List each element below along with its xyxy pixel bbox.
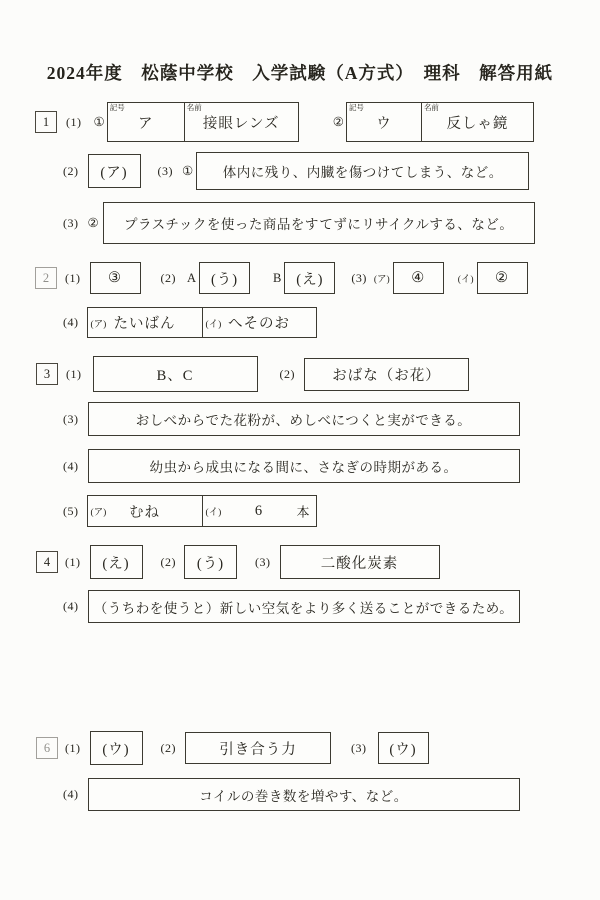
s6-q2-answer: 引き合う力	[219, 741, 297, 758]
s6-q1-label: (1)	[65, 740, 81, 755]
s4-q3-answer: 二酸化炭素	[320, 555, 399, 572]
section1-row3	[0, 202, 535, 244]
s6-q1-answer: (ウ)	[102, 741, 130, 758]
s2-q3-sub-b: (イ)	[457, 275, 474, 285]
s4-q2-label: (2)	[160, 554, 176, 569]
s3-q5-sub-b: (イ)	[205, 508, 222, 518]
s2-q4-answer-box	[87, 307, 317, 338]
section3-row3	[0, 449, 520, 483]
s1-q2-answer: (ア)	[100, 164, 128, 181]
s1-q1-2-symbol-cell	[347, 103, 421, 141]
s2-q4-b-cell	[202, 308, 316, 337]
s4-q3-label: (3)	[255, 554, 271, 569]
s1-q1-2-answer-box	[346, 102, 534, 142]
s1-q1-1-name-cell	[184, 103, 298, 141]
s3-q5-a-answer: むね	[129, 504, 160, 521]
section2-row1	[0, 261, 528, 295]
s1-q1-sub2: ②	[332, 115, 344, 129]
s3-q2-answer: おばな（お花）	[332, 367, 441, 384]
s2-q4-label: (4)	[63, 315, 79, 329]
s4-q2-answer: (う)	[196, 555, 225, 572]
s2-q2-sub-a: A	[187, 270, 197, 285]
s2-q4-a-cell	[88, 308, 202, 337]
s4-q1-label: (1)	[65, 554, 81, 569]
s1-q3a-label: (3)	[157, 163, 173, 178]
section2-row2	[0, 307, 317, 338]
s4-q2-answer-box	[184, 545, 237, 579]
s4-q4-label: (4)	[63, 599, 79, 613]
s1-q1-1-symbol-value: ア	[137, 115, 154, 132]
s3-q1-answer: B、C	[156, 367, 194, 384]
s6-q4-answer: コイルの巻き数を増やす、など。	[199, 788, 408, 804]
s1-q1-1-answer-box	[107, 102, 299, 142]
section4-row1	[0, 545, 440, 579]
s3-q3-label: (3)	[63, 411, 79, 426]
s2-q3-label: (3)	[351, 270, 367, 285]
s3-q5-answer-box	[87, 495, 317, 527]
s2-q1-answer: ③	[108, 269, 122, 286]
s2-q3-a-answer-box	[393, 262, 444, 294]
s3-q1-answer-box	[93, 356, 258, 392]
s4-q4-answer: （うちわを使うと）新しい空気をより多く送ることができるため。	[93, 600, 514, 616]
s2-q2-sub-b: B	[273, 270, 282, 285]
s1-q3a-answer-box	[196, 152, 529, 190]
s2-q1-label: (1)	[65, 270, 81, 285]
name-field-label: 名前	[186, 103, 202, 112]
s1-q3a-sub: ①	[182, 164, 194, 178]
s2-q4-sub-b: (イ)	[205, 319, 222, 330]
s1-q1-1-name-value: 接眼レンズ	[202, 115, 280, 132]
s2-q1-answer-box	[90, 262, 141, 294]
s4-q1-answer: (え)	[102, 555, 130, 572]
s1-q3a-answer: 体内に残り、内臓を傷つけてしまう、など。	[222, 165, 503, 180]
section3-number: 3	[36, 363, 58, 385]
symbol-field-label: 記号	[348, 103, 364, 112]
s1-q3b-sub: ②	[87, 216, 99, 230]
s2-q4-a-answer: たいばん	[113, 316, 176, 332]
s2-q2-a-answer: (う)	[210, 271, 239, 288]
section6-number: 6	[36, 737, 58, 759]
s3-q5-sub-a: (ア)	[90, 508, 107, 518]
s2-q3-a-answer: ④	[411, 269, 426, 286]
section6-row2	[0, 778, 520, 811]
s1-q3b-answer: プラスチックを使った商品をすてずにリサイクルする、など。	[124, 217, 514, 232]
section1-row2	[0, 152, 529, 190]
section1-number: 1	[35, 111, 57, 133]
s6-q4-answer-box	[88, 778, 520, 811]
section3-row1	[0, 356, 469, 392]
s3-q5-b-answer: 6	[254, 502, 264, 519]
s1-q3b-answer-box	[103, 202, 535, 244]
s6-q3-answer-box	[378, 732, 429, 764]
s3-q5-b-cell	[202, 496, 316, 526]
s2-q4-sub-a: (ア)	[90, 319, 107, 330]
s4-q4-answer-box	[88, 590, 520, 623]
s1-q1-label: (1)	[66, 114, 82, 129]
section1-row1	[0, 102, 534, 142]
s3-q1-label: (1)	[66, 366, 82, 381]
s6-q1-answer-box	[90, 731, 143, 765]
section4-row2	[0, 590, 520, 623]
s3-q5-b-unit: 本	[296, 504, 311, 520]
s1-q1-sub1: ①	[93, 115, 105, 129]
s2-q3-b-answer: ②	[495, 269, 510, 286]
s3-q2-label: (2)	[279, 366, 295, 381]
s1-q2-answer-box	[88, 154, 141, 188]
s3-q4-answer: 幼虫から成虫になる間に、さなぎの時期がある。	[149, 460, 458, 475]
s1-q3b-label: (3)	[63, 215, 79, 230]
s3-q5-label: (5)	[63, 503, 79, 518]
section6-row1	[0, 731, 429, 765]
section3-row2	[0, 402, 520, 436]
s2-q3-sub-a: (ア)	[373, 275, 390, 285]
section2-number: 2	[35, 267, 57, 289]
s6-q2-answer-box	[185, 732, 331, 764]
section3-row4	[0, 495, 317, 527]
s1-q1-2-name-value: 反しゃ鏡	[446, 115, 509, 132]
symbol-field-label: 記号	[109, 103, 125, 112]
s3-q2-answer-box	[304, 358, 469, 391]
s2-q2-b-answer: (え)	[296, 271, 324, 288]
s1-q1-2-symbol-value: ウ	[376, 115, 392, 132]
s4-q3-answer-box	[280, 545, 440, 579]
s4-q1-answer-box	[90, 545, 143, 579]
s1-q1-1-symbol-cell	[108, 103, 184, 141]
s6-q2-label: (2)	[160, 740, 176, 755]
s6-q4-label: (4)	[63, 787, 79, 801]
s2-q2-label: (2)	[160, 270, 176, 285]
s6-q3-answer: (ウ)	[389, 741, 417, 758]
s1-q2-label: (2)	[63, 163, 79, 178]
s3-q4-answer-box	[88, 449, 520, 483]
s3-q5-a-cell	[88, 496, 202, 526]
s2-q4-b-answer: へそのお	[228, 316, 290, 332]
section4-number: 4	[36, 551, 58, 573]
name-field-label: 名前	[423, 103, 439, 112]
page-title: 2024年度 松蔭中学校 入学試験（A方式） 理科 解答用紙	[46, 63, 554, 83]
s2-q2-a-answer-box	[199, 262, 250, 294]
s2-q3-b-answer-box	[477, 262, 528, 294]
s3-q3-answer-box	[88, 402, 520, 436]
s3-q4-label: (4)	[63, 458, 79, 473]
s6-q3-label: (3)	[351, 740, 367, 755]
s1-q1-2-name-cell	[421, 103, 533, 141]
s2-q2-b-answer-box	[284, 262, 335, 294]
s3-q3-answer: おしべからでた花粉が、めしべにつくと実ができる。	[135, 413, 472, 428]
